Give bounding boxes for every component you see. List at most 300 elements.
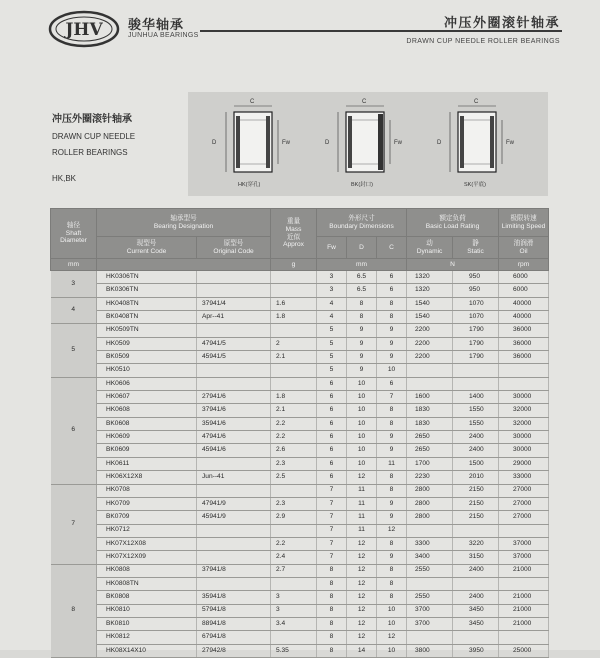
original-code (197, 364, 271, 377)
dynamic-load: 1830 (407, 404, 453, 417)
fw-header: Fw (317, 237, 347, 259)
mass: 2.4 (271, 551, 317, 564)
dynamic-load: 1320 (407, 284, 453, 297)
original-code (197, 324, 271, 337)
fw-value: 6 (317, 431, 347, 444)
c-header: C (377, 237, 407, 259)
current-code: BK0609 (97, 444, 197, 457)
speed-header: 极限转速 Limiting Speed (499, 209, 549, 237)
mass: 2.2 (271, 431, 317, 444)
limiting-speed: 36000 (499, 337, 549, 350)
mass (271, 324, 317, 337)
d-value: 9 (347, 364, 377, 377)
section-title-en-2: ROLLER BEARINGS (52, 148, 128, 157)
table-row (51, 351, 549, 364)
unit-g: g (271, 259, 317, 271)
mass-header: 重量 Mass 近似 Approx (271, 209, 317, 259)
static-load: 2400 (453, 431, 499, 444)
mass: 1.6 (271, 297, 317, 310)
fw-label: Fw (506, 140, 514, 146)
mass: 2.9 (271, 511, 317, 524)
c-value: 9 (377, 551, 407, 564)
limiting-speed (499, 577, 549, 590)
limiting-speed (499, 524, 549, 537)
static-load (453, 377, 499, 390)
table-row (51, 271, 549, 284)
fw-value: 4 (317, 297, 347, 310)
current-code: HK0712 (97, 524, 197, 537)
mass: 3.4 (271, 617, 317, 630)
d-value: 11 (347, 484, 377, 497)
limiting-speed: 32000 (499, 417, 549, 430)
mass (271, 364, 317, 377)
static-load: 950 (453, 284, 499, 297)
c-value: 8 (377, 484, 407, 497)
dynamic-load: 1540 (407, 297, 453, 310)
static-load: 3150 (453, 551, 499, 564)
logo-text: JHV (65, 20, 103, 40)
original-code (197, 524, 271, 537)
bk-caption: BK(封口) (351, 182, 374, 188)
table-row (51, 311, 549, 324)
c-label: C (474, 99, 479, 105)
current-code: HK0708 (97, 484, 197, 497)
fw-value: 8 (317, 564, 347, 577)
table-row (51, 457, 549, 470)
current-code: HK0609 (97, 431, 197, 444)
d-value: 14 (347, 644, 377, 657)
current-code: HK07X12X08 (97, 537, 197, 550)
c-label: C (250, 99, 255, 105)
current-code: HK0812 (97, 631, 197, 644)
original-code: 27941/6 (197, 391, 271, 404)
dynamic-load: 1830 (407, 417, 453, 430)
d-value: 10 (347, 404, 377, 417)
current-code: BK0306TN (97, 284, 197, 297)
table-row (51, 604, 549, 617)
original-code: 45941/5 (197, 351, 271, 364)
static-load: 1790 (453, 351, 499, 364)
c-value: 10 (377, 644, 407, 657)
original-code (197, 284, 271, 297)
brand-name-en: JUNHUA BEARINGS (128, 32, 199, 39)
fw-label: Fw (394, 140, 402, 146)
static-load (453, 524, 499, 537)
table-row (51, 404, 549, 417)
d-value: 12 (347, 591, 377, 604)
current-code: HK06X12X8 (97, 471, 197, 484)
current-code: HK0606 (97, 377, 197, 390)
static-load: 2150 (453, 484, 499, 497)
d-value: 12 (347, 631, 377, 644)
mass: 2.6 (271, 444, 317, 457)
fw-label: Fw (282, 140, 290, 146)
fw-value: 7 (317, 484, 347, 497)
table-row (51, 644, 549, 657)
dynamic-load: 1700 (407, 457, 453, 470)
d-value: 9 (347, 324, 377, 337)
original-code: 27942/8 (197, 644, 271, 657)
hk-diagram (212, 99, 291, 188)
original-code: 67941/8 (197, 631, 271, 644)
limiting-speed: 21000 (499, 604, 549, 617)
mass: 2.3 (271, 497, 317, 510)
current-code-header: 现型号 Current Code (97, 237, 197, 259)
original-code: 57941/8 (197, 604, 271, 617)
c-value: 9 (377, 324, 407, 337)
mass: 2.1 (271, 404, 317, 417)
static-load: 1550 (453, 404, 499, 417)
mass (271, 577, 317, 590)
static-load (453, 577, 499, 590)
d-value: 12 (347, 537, 377, 550)
fw-value: 8 (317, 644, 347, 657)
table-row (51, 444, 549, 457)
fw-value: 7 (317, 511, 347, 524)
c-value: 8 (377, 297, 407, 310)
unit-rpm: rpm (499, 259, 549, 271)
fw-value: 7 (317, 537, 347, 550)
table-row (51, 524, 549, 537)
table-row (51, 364, 549, 377)
static-load: 2150 (453, 511, 499, 524)
c-value: 9 (377, 444, 407, 457)
d-value: 10 (347, 431, 377, 444)
dynamic-load: 2650 (407, 444, 453, 457)
static-load: 3450 (453, 604, 499, 617)
original-code (197, 457, 271, 470)
fw-value: 5 (317, 324, 347, 337)
c-value: 9 (377, 497, 407, 510)
original-code (197, 537, 271, 550)
fw-value: 8 (317, 631, 347, 644)
shaft-header: 轴径 Shaft Diameter (51, 209, 97, 259)
original-code (197, 551, 271, 564)
static-load: 1070 (453, 311, 499, 324)
current-code: HK0509 (97, 337, 197, 350)
current-code: HK08X14X10 (97, 644, 197, 657)
table-row (51, 577, 549, 590)
table-row (51, 417, 549, 430)
static-load (453, 364, 499, 377)
dynamic-load: 1320 (407, 271, 453, 284)
section-intro (52, 112, 135, 187)
current-code: BK0408TN (97, 311, 197, 324)
original-code: 88941/8 (197, 617, 271, 630)
static-load: 3220 (453, 537, 499, 550)
dynamic-load (407, 524, 453, 537)
limiting-speed: 6000 (499, 271, 549, 284)
d-label: D (212, 140, 217, 146)
d-value: 11 (347, 497, 377, 510)
table-row (51, 297, 549, 310)
limiting-speed: 33000 (499, 471, 549, 484)
table-row (51, 617, 549, 630)
dynamic-load (407, 577, 453, 590)
current-code: BK0509 (97, 351, 197, 364)
mass (271, 271, 317, 284)
limiting-speed: 21000 (499, 564, 549, 577)
static-load: 2010 (453, 471, 499, 484)
table-row (51, 591, 549, 604)
fw-value: 6 (317, 444, 347, 457)
c-label: C (362, 99, 367, 105)
mass (271, 524, 317, 537)
c-value: 7 (377, 391, 407, 404)
table-row (51, 337, 549, 350)
current-code: HK0509TN (97, 324, 197, 337)
dynamic-load: 2800 (407, 484, 453, 497)
shaft-diameter: 3 (51, 271, 97, 298)
table-row (51, 431, 549, 444)
current-code: HK0607 (97, 391, 197, 404)
dynamic-load (407, 631, 453, 644)
dynamic-load: 2230 (407, 471, 453, 484)
dynamic-load: 2800 (407, 497, 453, 510)
page-title-en: DRAWN CUP NEEDLE ROLLER BEARINGS (406, 38, 560, 45)
c-value: 6 (377, 284, 407, 297)
static-load: 2400 (453, 444, 499, 457)
section-title-cn: 冲压外圈滚针轴承 (52, 114, 132, 125)
table-row (51, 324, 549, 337)
d-value: 10 (347, 377, 377, 390)
dynamic-load: 2800 (407, 511, 453, 524)
dynamic-load (407, 377, 453, 390)
d-value: 12 (347, 471, 377, 484)
mass: 1.8 (271, 391, 317, 404)
limiting-speed (499, 377, 549, 390)
mass: 2.2 (271, 417, 317, 430)
shaft-diameter: 4 (51, 297, 97, 324)
dynamic-load: 3400 (407, 551, 453, 564)
table-row (51, 551, 549, 564)
limiting-speed: 25000 (499, 644, 549, 657)
c-value: 9 (377, 431, 407, 444)
original-code: 37941/8 (197, 564, 271, 577)
c-value: 8 (377, 404, 407, 417)
limiting-speed (499, 631, 549, 644)
dynamic-load: 2200 (407, 337, 453, 350)
limiting-speed: 30000 (499, 391, 549, 404)
shaft-diameter: 7 (51, 484, 97, 564)
mass: 3 (271, 591, 317, 604)
c-value: 6 (377, 377, 407, 390)
dynamic-load: 1600 (407, 391, 453, 404)
mass (271, 284, 317, 297)
mass (271, 631, 317, 644)
original-code (197, 484, 271, 497)
shaft-diameter: 8 (51, 564, 97, 657)
limiting-speed: 30000 (499, 444, 549, 457)
fw-value: 8 (317, 604, 347, 617)
current-code: HK0408TN (97, 297, 197, 310)
oil-header: 油润滑 Oil (499, 237, 549, 259)
dynamic-header: 动 Dynamic (407, 237, 453, 259)
fw-value: 6 (317, 391, 347, 404)
c-value: 12 (377, 631, 407, 644)
dynamic-load: 3300 (407, 537, 453, 550)
c-value: 12 (377, 524, 407, 537)
d-value: 6.5 (347, 271, 377, 284)
static-load: 1790 (453, 337, 499, 350)
d-value: 10 (347, 417, 377, 430)
table-row (51, 631, 549, 644)
fw-value: 6 (317, 457, 347, 470)
c-value: 9 (377, 511, 407, 524)
current-code: HK0608 (97, 404, 197, 417)
current-code: HK0306TN (97, 271, 197, 284)
limiting-speed: 30000 (499, 431, 549, 444)
unit-mm-dims: mm (317, 259, 407, 271)
limiting-speed: 40000 (499, 311, 549, 324)
current-code: HK0808 (97, 564, 197, 577)
fw-value: 8 (317, 577, 347, 590)
c-value: 8 (377, 591, 407, 604)
c-value: 6 (377, 271, 407, 284)
fw-value: 4 (317, 311, 347, 324)
dynamic-load: 2200 (407, 351, 453, 364)
mass: 1.8 (271, 311, 317, 324)
d-value: 9 (347, 351, 377, 364)
sk-diagram (437, 99, 515, 188)
d-value: 8 (347, 297, 377, 310)
current-code: BK0808 (97, 591, 197, 604)
mass: 2.5 (271, 471, 317, 484)
dynamic-load: 1540 (407, 311, 453, 324)
limiting-speed: 27000 (499, 511, 549, 524)
mass: 2.2 (271, 537, 317, 550)
d-value: 10 (347, 391, 377, 404)
fw-value: 7 (317, 497, 347, 510)
fw-value: 8 (317, 617, 347, 630)
designation-header: 轴承型号 Bearing Designation (97, 209, 271, 237)
c-value: 8 (377, 577, 407, 590)
fw-value: 6 (317, 417, 347, 430)
original-code: Apr--41 (197, 311, 271, 324)
fw-value: 5 (317, 337, 347, 350)
limiting-speed (499, 364, 549, 377)
dynamic-load: 3800 (407, 644, 453, 657)
c-value: 11 (377, 457, 407, 470)
static-load: 3450 (453, 617, 499, 630)
shaft-diameter: 5 (51, 324, 97, 377)
d-value: 8 (347, 311, 377, 324)
d-value: 12 (347, 551, 377, 564)
current-code: HK0709 (97, 497, 197, 510)
limiting-speed: 29000 (499, 457, 549, 470)
bk-diagram (325, 99, 403, 188)
static-load: 1400 (453, 391, 499, 404)
original-code-header: 原型号 Original Code (197, 237, 271, 259)
original-code: 45941/9 (197, 511, 271, 524)
table-row (51, 484, 549, 497)
d-label: D (325, 140, 330, 146)
shaft-diameter: 6 (51, 377, 97, 484)
current-code: HK0510 (97, 364, 197, 377)
sk-caption: SK(平底) (464, 182, 487, 188)
static-header: 静 Static (453, 237, 499, 259)
hk-caption: HK(穿孔) (238, 182, 261, 188)
fw-value: 6 (317, 377, 347, 390)
dynamic-load: 2200 (407, 324, 453, 337)
table-row (51, 377, 549, 390)
d-value: 11 (347, 511, 377, 524)
limiting-speed: 36000 (499, 351, 549, 364)
d-value: 10 (347, 444, 377, 457)
dynamic-load: 2550 (407, 564, 453, 577)
original-code: 35941/6 (197, 417, 271, 430)
static-load: 2400 (453, 564, 499, 577)
static-load (453, 631, 499, 644)
current-code: HK0611 (97, 457, 197, 470)
static-load: 1070 (453, 297, 499, 310)
mass: 2 (271, 337, 317, 350)
dynamic-load: 3700 (407, 604, 453, 617)
fw-value: 3 (317, 271, 347, 284)
mass: 5.35 (271, 644, 317, 657)
original-code: 47941/9 (197, 497, 271, 510)
table-body (51, 271, 549, 658)
static-load: 1500 (453, 457, 499, 470)
fw-value: 5 (317, 351, 347, 364)
d-value: 6.5 (347, 284, 377, 297)
dynamic-load (407, 364, 453, 377)
c-value: 9 (377, 351, 407, 364)
static-load: 2150 (453, 497, 499, 510)
fw-value: 7 (317, 524, 347, 537)
original-code: Jun--41 (197, 471, 271, 484)
d-value: 11 (347, 524, 377, 537)
boundary-header: 外形尺寸 Boundary Dimensions (317, 209, 407, 237)
d-value: 12 (347, 617, 377, 630)
limiting-speed: 36000 (499, 324, 549, 337)
original-code: 37941/6 (197, 404, 271, 417)
d-value: 12 (347, 604, 377, 617)
current-code: BK0810 (97, 617, 197, 630)
table-row (51, 537, 549, 550)
mass (271, 377, 317, 390)
unit-n: N (407, 259, 499, 271)
bearing-spec-table (50, 208, 549, 658)
c-value: 10 (377, 617, 407, 630)
original-code: 47941/5 (197, 337, 271, 350)
fw-value: 6 (317, 404, 347, 417)
table-row (51, 391, 549, 404)
d-value: 9 (347, 337, 377, 350)
d-label: D (437, 140, 442, 146)
d-value: 10 (347, 457, 377, 470)
original-code: 45941/6 (197, 444, 271, 457)
mass: 2.7 (271, 564, 317, 577)
table-row (51, 511, 549, 524)
original-code: 47941/6 (197, 431, 271, 444)
limiting-speed: 40000 (499, 297, 549, 310)
page-title-cn: 冲压外圈滚针轴承 (443, 16, 560, 31)
c-value: 10 (377, 604, 407, 617)
table-row (51, 284, 549, 297)
mass (271, 484, 317, 497)
mass: 2.1 (271, 351, 317, 364)
static-load: 1790 (453, 324, 499, 337)
table-row (51, 471, 549, 484)
static-load: 3950 (453, 644, 499, 657)
static-load: 2400 (453, 591, 499, 604)
limiting-speed: 21000 (499, 617, 549, 630)
unit-mm: mm (51, 259, 97, 271)
fw-value: 6 (317, 471, 347, 484)
c-value: 8 (377, 311, 407, 324)
section-title-en-1: DRAWN CUP NEEDLE (52, 132, 136, 141)
